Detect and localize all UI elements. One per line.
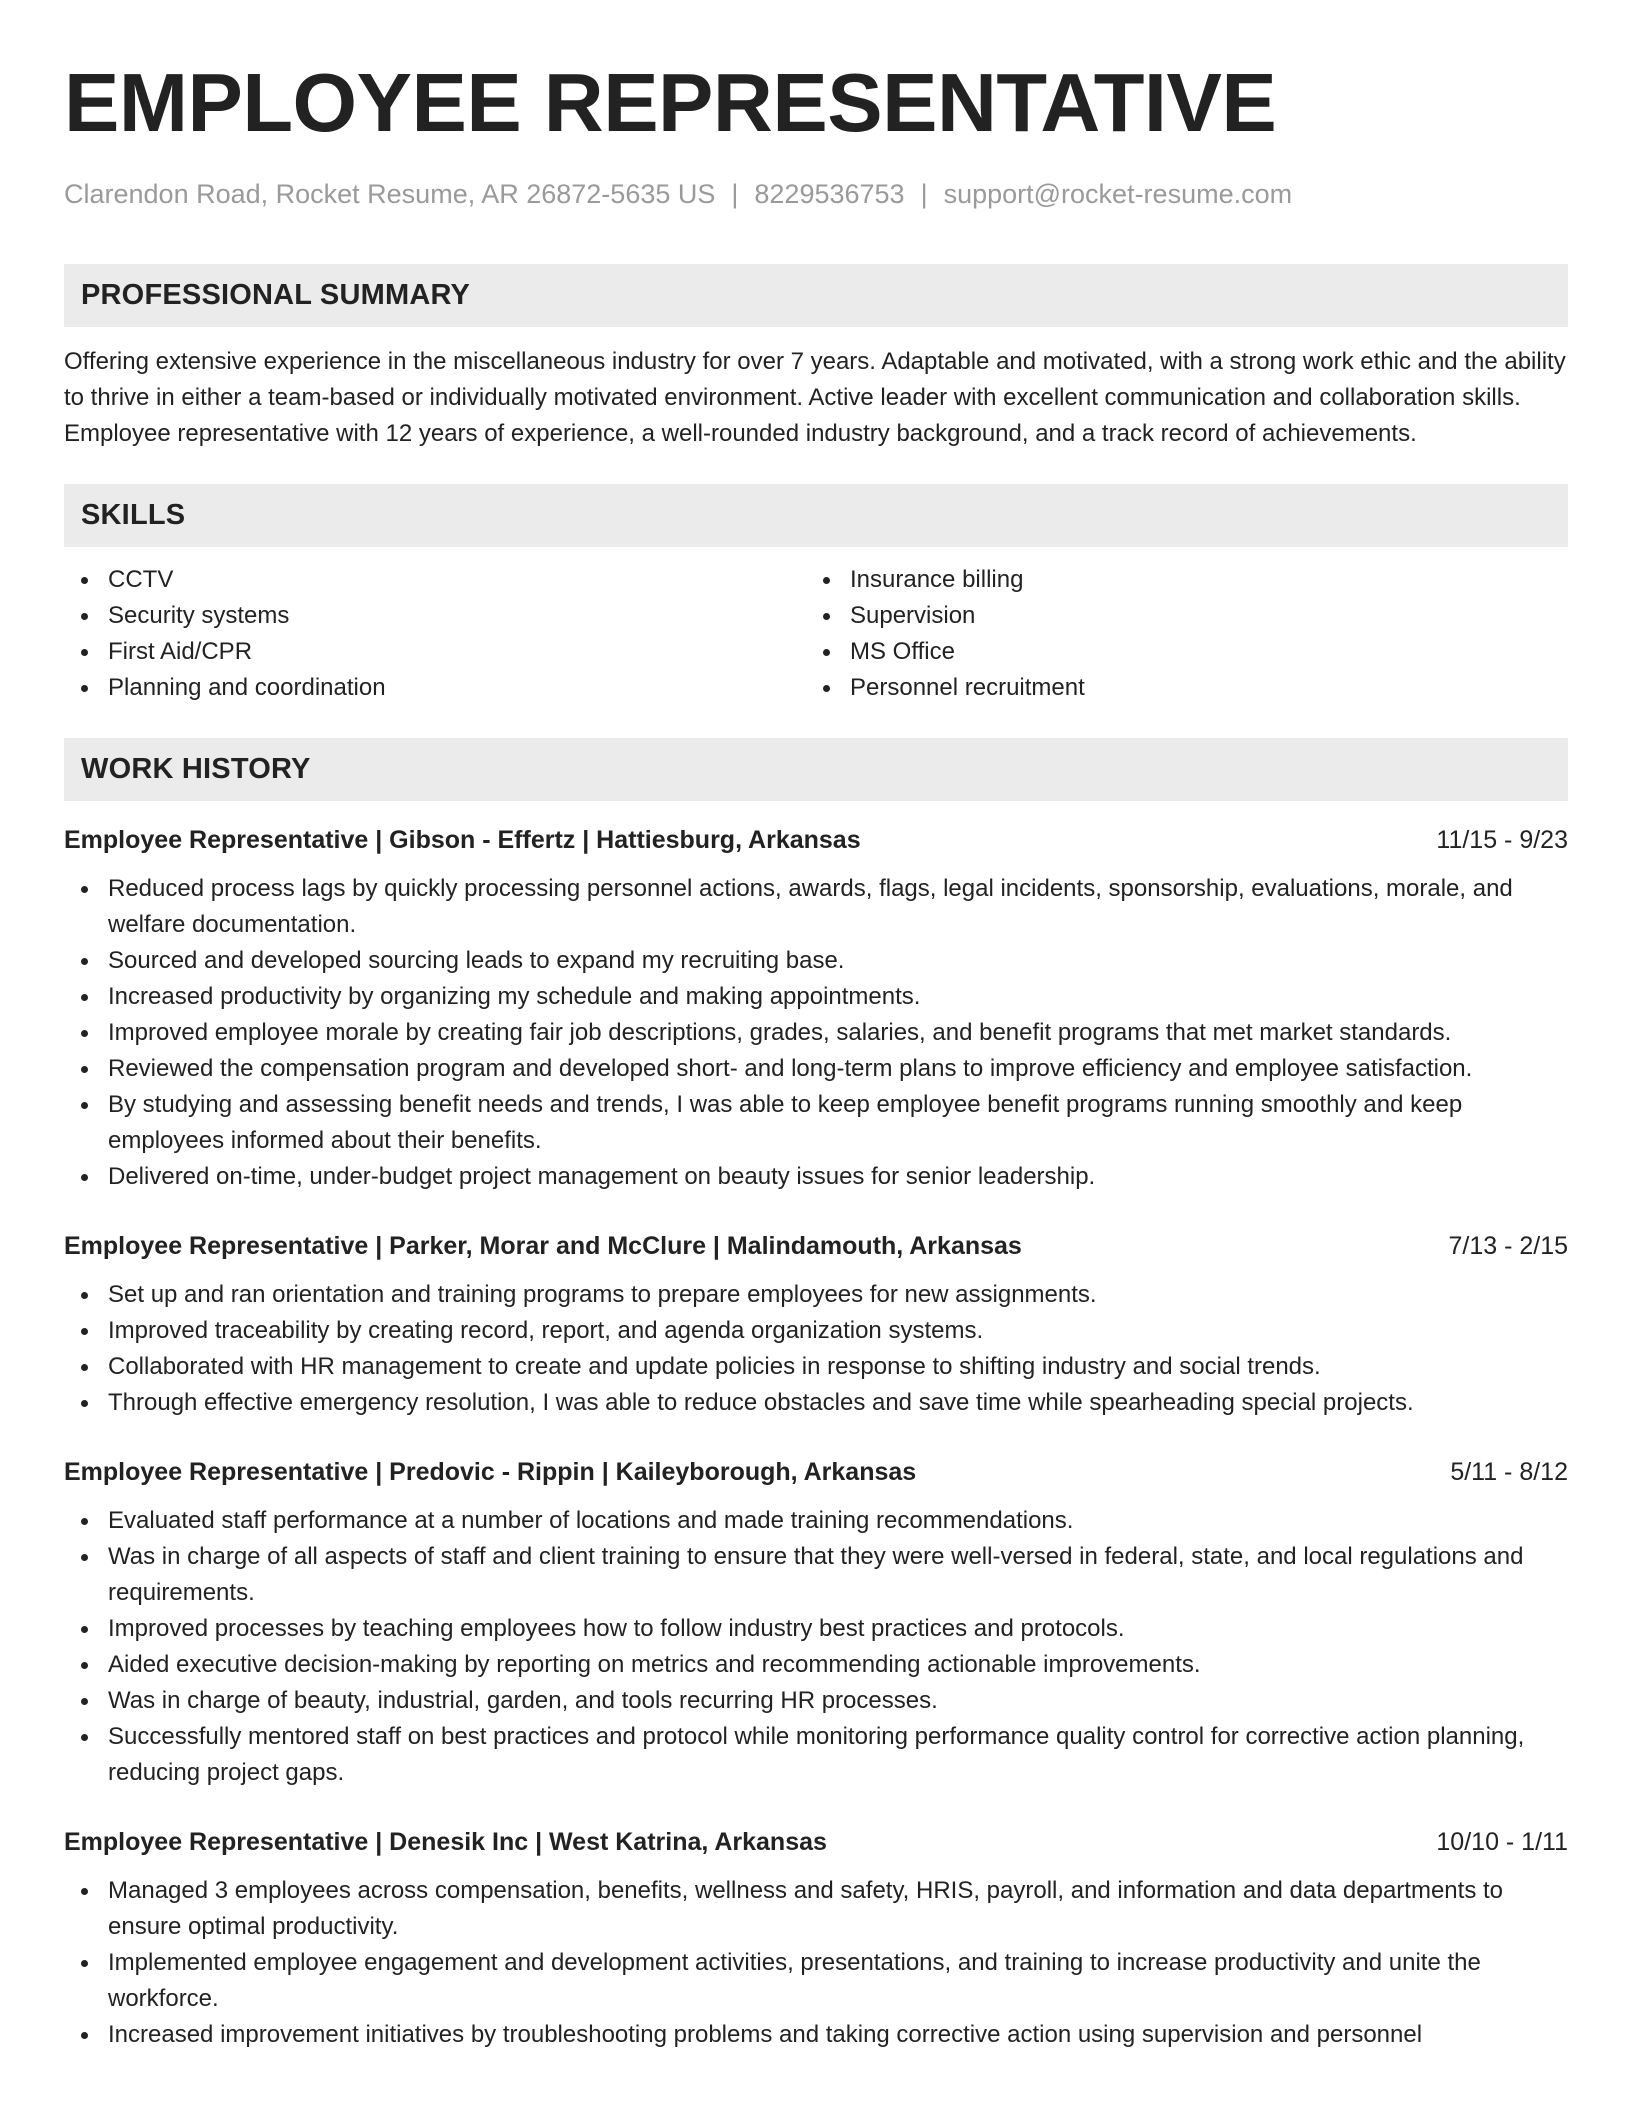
contact-address: Clarendon Road, Rocket Resume, AR 26872-5635 US <box>64 179 716 209</box>
summary-heading: PROFESSIONAL SUMMARY <box>64 264 1568 327</box>
job-header <box>64 1825 1568 1859</box>
job-bullet: Successfully mentored staff on best practices and protocol while monitoring performance quality control for corrective action planning, reducing project gaps. <box>64 1719 1568 1791</box>
skill-item: Planning and coordination <box>64 670 806 706</box>
job-bullet: Reduced process lags by quickly processing personnel actions, awards, flags, legal incidents, sponsorship, evaluations, morale, and welfare documentation. <box>64 871 1568 943</box>
job-dates: 7/13 - 2/15 <box>1448 1232 1568 1260</box>
skills-column-right <box>806 562 1548 706</box>
job-bullet: Delivered on-time, under-budget project management on beauty issues for senior leadership. <box>64 1159 1568 1195</box>
skills-heading: SKILLS <box>64 484 1568 547</box>
job-entry <box>64 1825 1568 2053</box>
job-dates: 10/10 - 1/11 <box>1436 1828 1568 1856</box>
job-title: Employee Representative | Denesik Inc | West Katrina, Arkansas <box>64 1828 827 1856</box>
job-dates: 11/15 - 9/23 <box>1436 826 1568 854</box>
skill-item: Insurance billing <box>806 562 1548 598</box>
contact-separator: | <box>920 179 928 209</box>
skill-item: MS Office <box>806 634 1548 670</box>
contact-email: support@rocket-resume.com <box>943 179 1293 209</box>
job-bullet: Aided executive decision-making by reporting on metrics and recommending actionable improvements. <box>64 1647 1568 1683</box>
job-bullet: Improved traceability by creating record, report, and agenda organization systems. <box>64 1313 1568 1349</box>
job-bullet: By studying and assessing benefit needs and trends, I was able to keep employee benefit programs running smoothly and keep employees informed about their benefits. <box>64 1087 1568 1159</box>
job-bullets <box>64 1277 1568 1421</box>
summary-text: Offering extensive experience in the miscellaneous industry for over 7 years. Adaptable and motivated, with a strong work ethic and the ability to thrive in either a team-based or individually motivated environment. Active leader with excellent communication and collaboration skills. Employee representative with 12 years of experience, a well-rounded industry background, and a track record of achievements. <box>64 348 1566 447</box>
job-bullet: Managed 3 employees across compensation, benefits, wellness and safety, HRIS, payroll, and information and data departments to ensure optimal productivity. <box>64 1873 1568 1945</box>
job-bullets <box>64 1873 1568 2053</box>
resume-name: EMPLOYEE REPRESENTATIVE <box>64 56 1277 149</box>
skill-item: Personnel recruitment <box>806 670 1548 706</box>
job-bullets <box>64 1503 1568 1791</box>
job-title: Employee Representative | Parker, Morar and McClure | Malindamouth, Arkansas <box>64 1232 1022 1260</box>
job-title: Employee Representative | Predovic - Rippin | Kaileyborough, Arkansas <box>64 1458 917 1486</box>
job-header <box>64 1229 1568 1263</box>
job-title: Employee Representative | Gibson - Effertz | Hattiesburg, Arkansas <box>64 826 861 854</box>
job-bullet: Sourced and developed sourcing leads to expand my recruiting base. <box>64 943 1568 979</box>
job-bullet: Through effective emergency resolution, I was able to reduce obstacles and save time while spearheading special projects. <box>64 1385 1568 1421</box>
contact-separator: | <box>731 179 739 209</box>
contact-phone: 8229536753 <box>754 179 905 209</box>
skill-item: First Aid/CPR <box>64 634 806 670</box>
job-dates: 5/11 - 8/12 <box>1450 1458 1568 1486</box>
job-bullet: Improved processes by teaching employees how to follow industry best practices and protocols. <box>64 1611 1568 1647</box>
job-entry <box>64 1455 1568 1791</box>
job-entry <box>64 1229 1568 1421</box>
job-bullet: Increased improvement initiatives by troubleshooting problems and taking corrective action using supervision and personnel <box>64 2017 1568 2053</box>
contact-line <box>64 177 1568 211</box>
job-bullet: Reviewed the compensation program and developed short- and long-term plans to improve efficiency and employee satisfaction. <box>64 1051 1568 1087</box>
job-bullet: Increased productivity by organizing my schedule and making appointments. <box>64 979 1568 1015</box>
skills-list <box>64 562 1568 706</box>
job-bullet: Evaluated staff performance at a number of locations and made training recommendations. <box>64 1503 1568 1539</box>
skill-item: Supervision <box>806 598 1548 634</box>
job-bullets <box>64 871 1568 1195</box>
job-bullet: Implemented employee engagement and development activities, presentations, and training to increase productivity and unite the workforce. <box>64 1945 1568 2017</box>
job-header <box>64 1455 1568 1489</box>
job-bullet: Improved employee morale by creating fair job descriptions, grades, salaries, and benefit programs that met market standards. <box>64 1015 1568 1051</box>
job-bullet: Set up and ran orientation and training programs to prepare employees for new assignments. <box>64 1277 1568 1313</box>
skills-column-left <box>64 562 806 706</box>
skill-item: Security systems <box>64 598 806 634</box>
skill-item: CCTV <box>64 562 806 598</box>
work-history-heading: WORK HISTORY <box>64 738 1568 801</box>
job-header <box>64 823 1568 857</box>
job-bullet: Was in charge of beauty, industrial, garden, and tools recurring HR processes. <box>64 1683 1568 1719</box>
job-bullet: Collaborated with HR management to create and update policies in response to shifting industry and social trends. <box>64 1349 1568 1385</box>
job-entry <box>64 823 1568 1195</box>
job-bullet: Was in charge of all aspects of staff and client training to ensure that they were well-versed in federal, state, and local regulations and requirements. <box>64 1539 1568 1611</box>
